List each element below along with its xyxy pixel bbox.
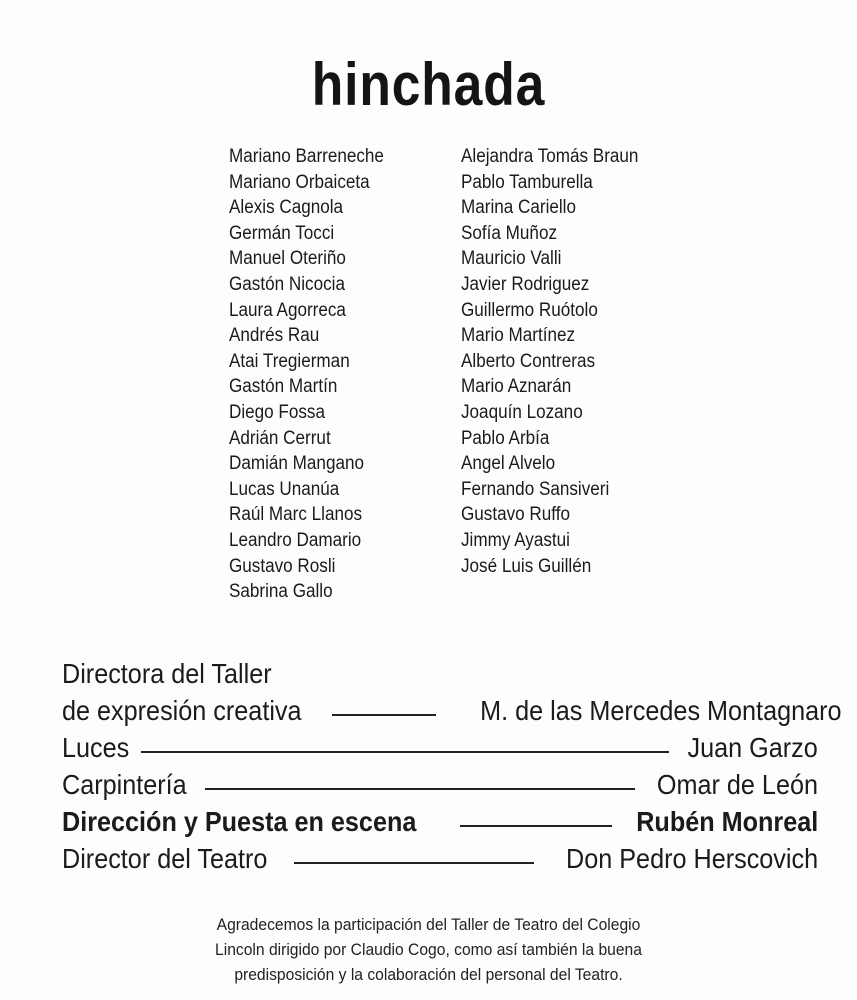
cast-member-name: Diego Fossa [229,401,326,423]
credit-directora-label [62,655,818,692]
cast-member-name: Fernando Sansiveri [461,478,610,500]
cast-member-name: Joaquín Lozano [461,401,583,423]
cast-member-name: Laura Agorreca [229,299,346,321]
cast-member-name: Raúl Marc Llanos [229,504,363,526]
cast-member-name: Mauricio Valli [461,248,562,270]
credit-row-teatro [62,840,818,877]
acknowledgement-line: predisposición y la colaboración del personal del Teatro. [234,965,623,984]
cast-member-name: Andrés Rau [229,325,320,347]
cast-member-name: Gustavo Ruffo [461,504,570,526]
credit-person: M. de las Mercedes Montagnaro [480,695,842,726]
acknowledgements [0,912,857,987]
cast-member-name: Guillermo Ruótolo [461,299,598,321]
cast-member-name: Alejandra Tomás Braun [461,146,639,167]
cast-member-name: Javier Rodriguez [461,273,590,295]
cast-member-name: Leandro Damario [229,529,362,551]
credit-row-directora [62,692,842,729]
dotted-leader [141,751,670,753]
credits-section [62,655,842,877]
credit-role: Luces [62,732,130,763]
credit-person: Don Pedro Herscovich [565,843,818,874]
cast-member-name: Sabrina Gallo [229,581,333,603]
credit-row-direccion [62,803,818,840]
credit-person: Rubén Monreal [635,806,818,837]
cast-member-name: Germán Tocci [229,222,335,244]
credit-row-luces [62,729,818,766]
cast-member-name: Mario Martínez [461,325,576,347]
credit-row-carpinteria [62,766,818,803]
acknowledgement-line: Lincoln dirigido por Claudio Cogo, como así también la buena [215,940,642,959]
dotted-leader [294,862,534,864]
dotted-leader [332,714,436,716]
cast-member-name: Gastón Nicocia [229,273,345,295]
credit-role: Director del Teatro [62,843,268,874]
cast-member-name: Damián Mangano [229,453,364,475]
credit-role: de expresión creativa [62,695,302,726]
cast-member-name: Alexis Cagnola [229,197,344,219]
cast-member-name: Atai Tregierman [229,350,350,372]
dotted-leader [460,825,612,827]
cast-member-name: Gustavo Rosli [229,555,336,577]
cast-member-name: Mariano Orbaiceta [229,171,370,193]
cast-member-name: Pablo Tamburella [461,171,593,193]
cast-member-name: Alberto Contreras [461,350,596,372]
cast-member-name: Lucas Unanúa [229,478,340,500]
cast-member-name: Jimmy Ayastui [461,529,570,551]
cast-member-name: Angel Alvelo [461,453,556,475]
credit-role: Carpintería [62,769,187,800]
cast-member-name: Pablo Arbía [461,427,550,449]
cast-member-name: Mario Aznarán [461,376,572,398]
page-title: hinchada [311,51,546,118]
cast-member-name: Adrián Cerrut [229,427,331,449]
cast-member-name: José Luis Guillén [461,555,592,577]
cast-member-name: Marina Cariello [461,197,577,219]
credit-role: Directora del Taller [62,658,272,689]
credit-role: Dirección y Puesta en escena [62,806,417,837]
cast-member-name: Gastón Martín [229,376,338,398]
dotted-leader [205,788,635,790]
cast-member-name: Manuel Oteriño [229,248,346,270]
cast-member-name: Sofía Muñoz [461,222,558,244]
cast-list-right [461,144,638,579]
cast-list-left [229,144,384,605]
credit-person: Omar de León [656,769,818,800]
cast-member-name: Mariano Barreneche [229,146,384,167]
acknowledgement-line: Agradecemos la participación del Taller de Teatro del Colegio [216,915,641,934]
credit-person: Juan Garzo [687,732,818,763]
